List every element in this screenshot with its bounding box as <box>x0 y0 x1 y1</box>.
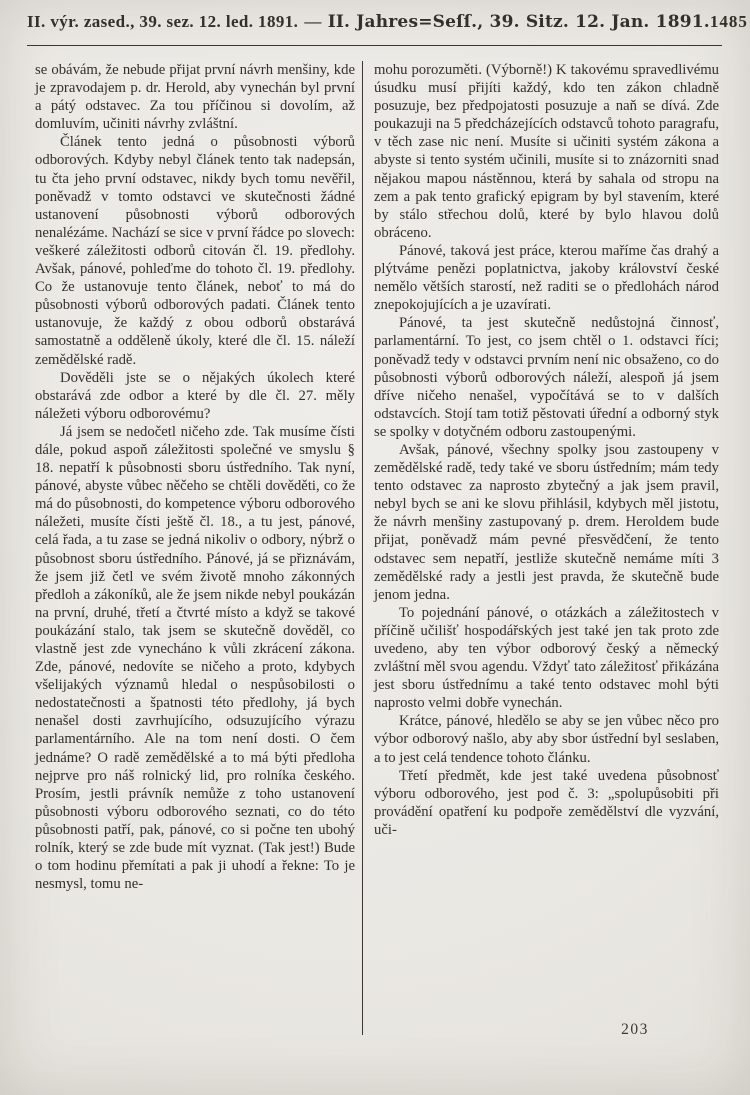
paragraph: Pánové, taková jest práce, kterou maříme čas drahý a plýtváme penězi poplatnictva, jakoby království české nemělo větších starostí, než raditi se o předlohách národ znepokojujících a je uzavírati. <box>374 242 719 314</box>
running-head <box>27 12 748 46</box>
paragraph: se obávám, že nebude přijat první návrh menšiny, kde je zpravodajem p. dr. Herold, aby vynechán byl první a pátý odstavec. Za tou příčinou si dovolím, až domluvím, učiniti návrhy zvláštní. <box>35 62 355 133</box>
page-number: 1485 <box>709 12 748 31</box>
paragraph: To pojednání pánové, o otázkách a záležitostech v příčině učilišť hospodářských jest také jen tak proto zde uvedeno, aby ten výbor odborový český a německý zvláštní měl svou agendu. Vždyť tato záležitosť přikázána jest sboru ústřednímu a také tento odstavec mohl býti naprosto velmi dobře vynechán. <box>374 604 719 712</box>
header-czech-session: II. výr. zased., 39. sez. 12. led. 1891. <box>27 12 299 31</box>
paragraph: Třetí předmět, kde jest také uvedena působnosť výboru odborového, jest pod č. 3: „spolupůsobiti při provádění opatření ku podpoře zemědělství dle vyzvání, uči- <box>374 767 719 838</box>
header-german-session: II. Jahres=Seſſ., 39. Sitz. 12. Jan. 1891. <box>327 12 710 32</box>
sheet-signature: 203 <box>621 1021 649 1038</box>
paragraph: Krátce, pánové, hledělo se aby se jen vůbec něco pro výbor odborový našlo, aby aby sbor ústřední byl seslaben, a to jest celá tendence tohoto článku. <box>374 713 719 766</box>
right-column <box>363 61 719 839</box>
header-separator-dash: — <box>304 12 322 31</box>
paragraph: Já jsem se nedočetl ničeho zde. Tak musíme čísti dále, pokud aspoň záležitosti společné ve smyslu § 18. nepatří k působnosti sboru ústředního. Tak nyní, pánové, abyste vůbec něčeho se chtěli dověděti, co že má do působnosti, do kompetence výboru odborového náležeti, musíte čísti ještě čl. 18., a tu jest, pánové, celá řada, a tu zase se jedná nikoliv o odbory, nýbrž o působnost sboru ústředního. Pánové, já se přiznávám, že jsem již četl ve svém životě mnoho zákonných předloh a zákoníků, ale že jsem nikde nebyl poukázán na první, druhé, třetí a čtvrté místo a když se takové poukázání stalo, tak jsem se skutečně dověděl, co vlastně jest zde vynecháno k vůli zkrácení zákona. Zde, pánové, nedovíte se ničeho a proto, kdybych všelijakých významů hledal o nespůsobilosti o nedostatečnosti a špatnosti této předlohy, já bych nenašel dosti zavrhujícího, odsuzujícího výrazu parlamentárního. Ale na tom není dosti. O čem jednáme? O radě zemědělské a to má býti předloha nejprve pro náš rolnický lid, pro rolníka českého. Prosím, jestli právník nemůže z toho ustanovení působnosti výboru odborového seznati, co do této působnosti patří, pak, pánové, co si počne ten ubohý rolník, který se zde bude mít vyznat. (Tak jest!) Bude o tom hodinu přemítati a pak ji uhodí a řekne: To je nesmysl, tomu ne- <box>35 423 355 893</box>
paragraph: Pánové, ta jest skutečně nedůstojná činnosť, parlamentární. To jest, co jsem chtěl o 1. odstavci říci; poněvadž tedy v odstavci prvním není nic obsaženo, co do působnosti výborů odborových náleží, alespoň já jsem dříve ničeho nenašel, vypočítává se to v dalších odstavcích. Stojí tam totiž pěstovati úřední a odborný styk se spolky v dotyčném odboru zastoupenými. <box>374 315 719 440</box>
text-block <box>35 61 719 1035</box>
left-column <box>35 61 362 893</box>
paragraph: Článek tento jedná o působnosti výborů odborových. Kdyby nebyl článek tento tak nadepsán, tu čta jeho první odstavec, nikdy bych tomu nevěřil, poněvadž v tomto odstavci ve skutečnosti žádné ustanovení působnosti výborů odborových nenalézáme. Nachází se sice v první řádce po slovech: veškeré záležitosti odborů citován čl. 19. předlohy. Avšak, pánové, pohleďme do tohoto čl. 19. předlohy. Co že ustanovuje tento článek, neboť to má do působnosti výborů odborových padati. Článek tento ustanovuje, že každý z obou odborů obstarává samostatně a odděleně úkoly, které dle čl. 15. náleží zemědělské radě. <box>35 134 355 368</box>
paragraph: Avšak, pánové, všechny spolky jsou zastoupeny v zemědělské radě, tedy také ve sboru ústředním; mám tedy tento odstavec za naprosto zbytečný a jak jsem pravil, nebyl bych se ani ke slovu přihlásil, kdybych měl jistotu, že návrh menšiny zastupovaný p. drem. Heroldem bude přijat, poněvadž mám pevné přesvědčení, že tento odstavec sem nepatří, jestliže skutečně nemáme míti 3 zemědělské rady a jestli jest pravda, že skutečně bude jenom jedna. <box>374 441 719 603</box>
paragraph: Dověděli jste se o nějakých úkolech které obstarává zde odbor a které by dle čl. 27. měly náležeti výboru odborovému? <box>35 369 355 422</box>
paragraph: mohu porozuměti. (Výborně!) K takovému spravedlivému úsudku musí přijíti každý, kdo ten zákon chladně posuzuje, bez předpojatosti posuzuje a naň se dívá. Zde poukazuji na 5 předcházejících odstavců tohoto paragrafu, v těch zase nic není. Musíte si učiniti systém zákona a abyste si tento systém učinili, musíte si to znázorniti snad nějakou mapou nástěnnou, která by sahala od stropu na zem a pak tento grafický epigram by byl stavením, které by stálo střechou dolů, které by bylo hlavou dolů obráceno. <box>374 62 719 241</box>
